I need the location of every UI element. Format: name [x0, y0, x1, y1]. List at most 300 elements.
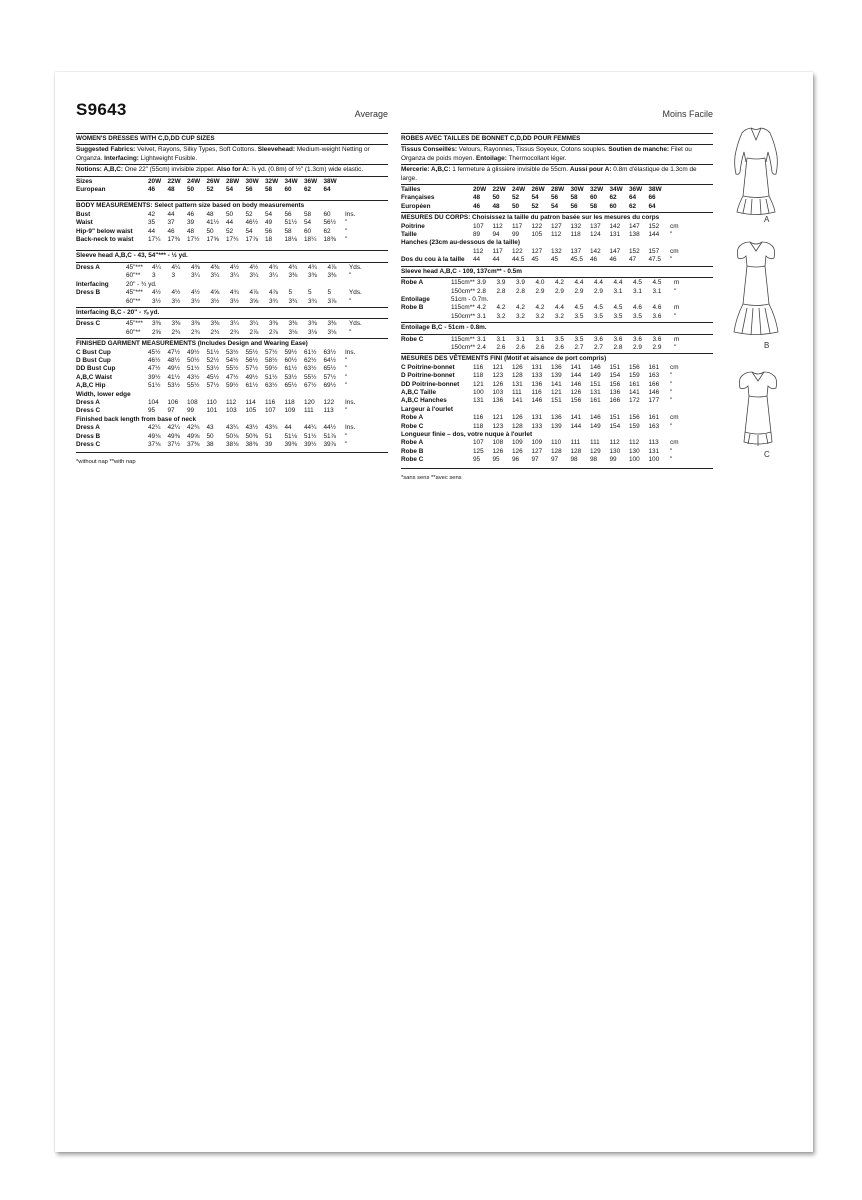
table-cell: 4⅜ — [210, 263, 220, 271]
unit-label: " — [670, 397, 673, 405]
row-label: Dress C — [76, 407, 101, 415]
table-cell: 3.9 — [477, 279, 486, 287]
table-cell: 58 — [570, 194, 578, 202]
row-label: DD Poitrine-bonnet — [401, 380, 460, 388]
table-cell: 161 — [629, 380, 640, 388]
table-cell: 45½ — [148, 348, 161, 356]
table-cell: 17⅝ — [206, 236, 219, 244]
table-cell: 112 — [629, 439, 640, 447]
table-cell: 4¼ — [171, 263, 181, 271]
table-cell: 58 — [304, 210, 312, 218]
row-label: Width, lower edge — [76, 390, 131, 398]
table-row — [401, 279, 713, 287]
row-label: Largeur à l'ourlet — [401, 405, 453, 413]
table-cell: 38W — [323, 177, 337, 185]
table-cell: 39½ — [148, 373, 161, 381]
table-cell: 22W — [167, 177, 181, 185]
table-cell: 161 — [590, 397, 601, 405]
row-label: Longueur finie – dos, votre nuque à l'ourlet — [401, 431, 533, 438]
table-row — [76, 382, 388, 390]
table-cell: 161 — [648, 363, 660, 371]
table-cell: 4.5 — [574, 304, 584, 312]
table-cell: 60 — [609, 202, 617, 210]
french-dress-c-yardage-table — [401, 336, 713, 353]
table-cell: 49⅛ — [148, 432, 161, 440]
table-cell: 3⅜ — [327, 272, 337, 280]
fabric-width: 45"*** — [126, 263, 143, 271]
table-cell: 2.8 — [477, 287, 486, 295]
table-cell: 17¼ — [148, 236, 161, 244]
unit-label: " — [345, 356, 348, 364]
table-cell: 4.2 — [496, 304, 506, 312]
table-cell: 64 — [629, 194, 637, 202]
table-cell: 137 — [570, 247, 582, 255]
table-cell: 3½ — [210, 297, 220, 305]
table-cell: 58 — [265, 186, 273, 194]
french-interfacing-bc-note: Entoilage B,C - 51cm - 0.8m. — [401, 324, 487, 332]
table-row — [76, 407, 388, 415]
table-cell: 121 — [473, 380, 484, 388]
table-cell: 44 — [473, 256, 481, 264]
row-label: Françaises — [401, 194, 435, 202]
table-cell: 4¼ — [152, 263, 161, 271]
table-cell: 126 — [492, 380, 504, 388]
table-cell: 50 — [187, 186, 195, 194]
table-row — [401, 239, 713, 247]
table-cell: 3.1 — [535, 335, 545, 343]
table-cell: 123 — [492, 422, 504, 430]
table-cell: 136 — [551, 414, 562, 422]
table-cell: 159 — [629, 422, 640, 430]
table-cell: 105 — [531, 231, 543, 239]
table-cell: 144 — [570, 372, 582, 380]
table-cell: 4.5 — [613, 304, 623, 312]
table-cell: 66 — [648, 194, 656, 202]
table-cell: 4.6 — [633, 304, 642, 312]
table-cell: 39⅜ — [284, 441, 297, 448]
table-cell: 122 — [323, 398, 335, 406]
table-cell: 34W — [609, 186, 623, 194]
table-cell: 154 — [609, 422, 621, 430]
table-cell: 57½ — [323, 373, 336, 381]
table-cell: 41½ — [206, 219, 219, 227]
table-cell: 57½ — [245, 365, 258, 373]
table-cell: 58½ — [265, 356, 278, 364]
table-row — [76, 289, 388, 297]
view-a-label: A — [764, 215, 770, 224]
table-cell: 4.6 — [652, 304, 662, 312]
table-cell: 156 — [629, 363, 640, 371]
table-cell: 136 — [531, 380, 543, 388]
table-cell: 2.9 — [535, 287, 545, 295]
table-cell: 126 — [512, 447, 523, 455]
table-cell: 131 — [648, 447, 660, 455]
table-cell: 46 — [609, 256, 617, 264]
french-sizes-table — [401, 186, 713, 211]
table-cell: 4½ — [171, 289, 181, 297]
table-cell: 59½ — [265, 365, 278, 373]
table-cell: 146 — [531, 397, 543, 405]
table-cell: 97 — [167, 407, 175, 415]
table-cell: 64 — [323, 186, 331, 194]
table-cell: 98 — [570, 456, 578, 464]
table-cell: 112 — [473, 247, 484, 255]
table-cell: 18⅛ — [284, 236, 297, 244]
table-cell: 3.9 — [496, 279, 506, 287]
table-cell: 107 — [473, 222, 484, 230]
table-cell: 161 — [648, 414, 660, 422]
table-cell: 17⅜ — [167, 236, 180, 244]
unit-label: " — [670, 447, 673, 455]
table-cell: 3.5 — [594, 312, 603, 320]
table-cell: 56 — [551, 194, 559, 202]
table-cell: 60 — [284, 186, 292, 194]
table-cell: 3⅜ — [308, 320, 317, 328]
table-cell: 28W — [226, 177, 240, 185]
table-cell: 3.2 — [496, 312, 506, 320]
table-cell: 98 — [590, 456, 598, 464]
table-cell: 49 — [265, 219, 273, 227]
unit-label: Ins. — [345, 424, 356, 432]
table-cell: 49⅜ — [167, 432, 180, 440]
table-cell: 45 — [551, 256, 559, 264]
table-cell: 45.5 — [570, 256, 583, 264]
table-cell: 37½ — [167, 441, 180, 448]
table-row — [401, 313, 713, 321]
table-cell: 156 — [629, 414, 640, 422]
row-label: Entoilage — [401, 295, 430, 303]
table-row — [401, 372, 713, 380]
table-cell: 38 — [206, 441, 214, 448]
table-cell: 144 — [648, 231, 660, 239]
table-cell: 4⅞ — [249, 289, 259, 297]
table-cell: 46½ — [245, 219, 258, 227]
table-cell: 17⅞ — [245, 236, 258, 244]
row-label: Robe B — [401, 447, 424, 455]
table-cell: 113 — [648, 439, 659, 447]
table-cell: 53½ — [167, 382, 180, 390]
view-c-label: C — [764, 450, 770, 459]
finished-measurements-heading: FINISHED GARMENT MEASUREMENTS (Includes Design and Wearing Ease) — [76, 340, 308, 348]
table-cell: 47 — [629, 256, 637, 264]
table-cell: 48 — [473, 194, 481, 202]
table-cell: 108 — [492, 439, 504, 447]
table-cell: 5 — [327, 289, 332, 297]
table-cell: 107 — [265, 407, 276, 415]
table-cell: 4⅜ — [191, 263, 200, 271]
table-cell: 47½ — [148, 365, 161, 373]
table-cell: 123 — [492, 372, 504, 380]
table-cell: 3⅜ — [171, 320, 181, 328]
table-cell: 54 — [531, 194, 539, 202]
table-cell: 52 — [206, 186, 214, 194]
table-cell: 49½ — [245, 373, 258, 381]
table-cell: 59½ — [284, 348, 297, 356]
table-cell: 121 — [551, 388, 562, 396]
table-cell: 156 — [609, 380, 621, 388]
table-row — [401, 364, 713, 372]
table-cell: 3.6 — [633, 335, 642, 343]
unit-label: Yds. — [349, 289, 362, 297]
table-row — [401, 223, 713, 231]
table-cell: 50 — [206, 227, 214, 235]
table-row — [401, 296, 713, 304]
row-label: Finished back length from base of neck — [76, 415, 197, 423]
row-label — [76, 298, 126, 306]
table-cell: 2¾ — [171, 328, 181, 336]
row-label: D Bust Cup — [76, 356, 111, 364]
table-cell: 111 — [590, 439, 600, 447]
table-cell: 133 — [531, 372, 543, 380]
table-cell: 24W — [187, 177, 201, 185]
table-cell: 97 — [531, 456, 539, 464]
table-cell: 4¾ — [308, 263, 317, 271]
unit-label: Yds. — [349, 320, 362, 328]
table-cell: 3½ — [152, 297, 161, 305]
table-cell: 38⅜ — [245, 441, 258, 448]
table-cell: 113 — [323, 407, 334, 415]
table-cell: 136 — [609, 388, 621, 396]
table-cell: 50 — [492, 194, 500, 202]
table-cell: 4½ — [249, 263, 259, 271]
unit-label: " — [345, 236, 348, 244]
table-cell: 108 — [187, 398, 198, 406]
unit-label: " — [674, 343, 677, 351]
table-cell: 116 — [265, 398, 276, 406]
table-cell: 146 — [590, 414, 601, 422]
table-cell: 46 — [473, 202, 481, 210]
table-cell: 3.5 — [574, 335, 584, 343]
table-cell: 118 — [570, 231, 581, 239]
table-cell: 61½ — [304, 348, 317, 356]
unit-label: " — [674, 312, 677, 320]
table-cell: 166 — [609, 397, 621, 405]
table-cell: 3¾ — [288, 297, 298, 305]
table-cell: 126 — [512, 414, 523, 422]
table-row — [401, 194, 713, 202]
table-row — [76, 272, 388, 280]
table-cell: 142 — [590, 247, 601, 255]
table-cell: 3¼ — [210, 272, 220, 280]
table-row — [76, 298, 388, 306]
table-cell: 3.1 — [613, 287, 623, 295]
pattern-code: S9643 — [76, 100, 127, 119]
table-cell: 26W — [206, 177, 220, 185]
table-cell: 130 — [609, 447, 621, 455]
table-cell: 3½ — [171, 297, 181, 305]
unit-label: cm — [670, 247, 679, 255]
table-row — [76, 329, 388, 337]
table-cell: 3⅝ — [249, 297, 259, 305]
table-cell: 56 — [245, 186, 253, 194]
table-cell: 2.8 — [613, 343, 623, 351]
table-cell: 144 — [570, 422, 582, 430]
row-label: Back-neck to waist — [76, 236, 134, 244]
row-label: Interfacing — [76, 280, 109, 288]
table-cell: 2¾ — [191, 328, 200, 336]
table-cell: 67½ — [304, 382, 317, 390]
table-cell: 43¾ — [265, 424, 278, 432]
table-cell: 69½ — [323, 382, 336, 390]
table-cell: 131 — [609, 231, 621, 239]
table-cell: 56½ — [323, 219, 336, 227]
table-cell: 3½ — [230, 297, 239, 305]
table-cell: 32W — [590, 186, 604, 194]
table-cell: 97 — [551, 456, 559, 464]
table-cell: 3.6 — [652, 335, 662, 343]
table-cell: 48 — [206, 210, 214, 218]
table-cell: 172 — [629, 397, 640, 405]
table-cell: 3.1 — [477, 335, 486, 343]
table-row — [76, 374, 388, 382]
unit-label: " — [349, 328, 352, 336]
table-cell: 50⅜ — [245, 432, 258, 440]
table-cell: 43¼ — [226, 424, 239, 432]
unit-label: " — [345, 365, 348, 373]
table-cell: 30W — [570, 186, 584, 194]
table-cell: 39 — [265, 441, 273, 448]
table-cell: 107 — [473, 439, 484, 447]
english-header — [76, 100, 388, 132]
row-label: A,B,C Waist — [76, 373, 112, 381]
table-cell: 51½ — [265, 373, 278, 381]
table-cell: 3⅜ — [288, 272, 298, 280]
table-cell: 62½ — [304, 356, 317, 364]
table-row — [76, 399, 388, 407]
row-label: Dress C — [76, 441, 101, 448]
table-cell: 138 — [629, 231, 640, 239]
table-cell: 51½ — [304, 432, 317, 440]
table-cell: 103 — [492, 388, 504, 396]
row-label — [401, 248, 473, 256]
table-row — [401, 439, 713, 447]
table-cell: 89 — [473, 231, 481, 239]
table-cell: 114 — [245, 398, 256, 406]
table-cell: 51⅛ — [284, 432, 297, 440]
unit-label: " — [345, 432, 348, 440]
table-cell: 99 — [187, 407, 195, 415]
table-cell: 177 — [648, 397, 660, 405]
table-cell: 118 — [473, 422, 484, 430]
table-cell: 131 — [473, 397, 484, 405]
fabric-width: 60"** — [126, 297, 141, 305]
sleeve-head-note: Sleeve head A,B,C - 43, 54"*** - ½ yd. — [76, 252, 188, 260]
fabric-width: 51cm - 0.7m. — [451, 295, 489, 303]
table-cell: 42¾ — [187, 424, 200, 432]
french-body-measurements-heading: MESURES DU CORPS: Choisissez la taille du patron basée sur les mesures du corps — [401, 214, 660, 222]
table-cell: 64 — [648, 202, 656, 210]
table-cell: 36W — [304, 177, 318, 185]
table-cell: 4⅝ — [210, 289, 220, 297]
table-cell: 48 — [492, 202, 500, 210]
table-cell: 4.2 — [516, 304, 525, 312]
english-footnote: *without nap **with nap — [76, 459, 136, 466]
table-cell: 46 — [590, 256, 598, 264]
table-cell: 141 — [512, 397, 523, 405]
fabric-width: 45"*** — [126, 289, 143, 297]
table-cell: 32W — [265, 177, 279, 185]
table-cell: 45 — [531, 256, 539, 264]
table-cell: 42 — [148, 210, 156, 218]
table-cell: 111 — [304, 407, 314, 415]
table-cell: 3⅛ — [327, 328, 337, 336]
table-row — [76, 219, 388, 227]
table-cell: 109 — [512, 439, 523, 447]
table-cell: 60 — [304, 227, 312, 235]
row-label: C Poitrine-bonnet — [401, 363, 455, 371]
table-cell: 50 — [226, 210, 234, 218]
table-cell: 4.5 — [594, 304, 603, 312]
table-cell: 132 — [570, 222, 582, 230]
row-label: Dress A — [76, 424, 100, 432]
table-cell: 52 — [226, 227, 234, 235]
table-cell: 3⅜ — [269, 320, 278, 328]
table-cell: 104 — [148, 398, 159, 406]
table-cell: 2.6 — [555, 343, 564, 351]
english-column — [76, 100, 388, 467]
unit-label: " — [349, 297, 352, 305]
table-cell: 118 — [284, 398, 295, 406]
table-cell: 111 — [570, 439, 581, 447]
table-cell: 4.4 — [613, 279, 623, 287]
table-row — [76, 441, 388, 449]
table-cell: 2.9 — [633, 343, 642, 351]
table-cell: 60 — [590, 194, 598, 202]
table-cell: 166 — [648, 380, 660, 388]
french-sleeve-head-note: Sleeve head A,B,C - 109, 137cm** - 0.5m — [401, 267, 522, 275]
table-cell: 3.5 — [555, 335, 564, 343]
table-cell: 151 — [609, 363, 621, 371]
table-cell: 39½ — [304, 441, 317, 448]
table-cell: 159 — [629, 372, 640, 380]
table-cell: 37 — [167, 219, 175, 227]
table-cell: 122 — [531, 222, 543, 230]
table-cell: 5 — [308, 289, 312, 297]
table-cell: 5 — [288, 289, 293, 297]
table-cell: 44 — [284, 424, 292, 432]
row-label: DD Bust Cup — [76, 365, 116, 373]
table-cell: 43½ — [245, 424, 258, 432]
unit-label: cm — [670, 222, 679, 230]
fabric-width: 115cm** — [451, 304, 475, 312]
row-label: Hip-9" below waist — [76, 227, 133, 235]
table-cell: 54 — [245, 227, 253, 235]
table-cell: 141 — [629, 388, 640, 396]
table-cell: 3.1 — [496, 335, 506, 343]
table-cell: 2.4 — [477, 343, 486, 351]
row-label: Robe C — [401, 335, 424, 343]
table-cell: 50 — [206, 432, 214, 440]
table-row — [401, 203, 713, 211]
table-cell: 112 — [226, 398, 237, 406]
table-cell: 56 — [284, 210, 292, 218]
table-row — [401, 431, 713, 439]
table-cell: 2.8 — [496, 287, 506, 295]
table-cell: 118 — [473, 372, 484, 380]
table-cell: 99 — [609, 456, 617, 464]
table-cell: 147 — [629, 222, 640, 230]
fabric-width: 60"** — [126, 328, 141, 336]
row-label: Dress A — [76, 398, 100, 406]
row-label: Dress B — [76, 432, 101, 440]
french-fabrics-paragraph: Tissus Conseillés: Velours, Rayonnes, Tissus Soyeux, Cotons souples. Soutien de manche: Filet ou Organza de poids moyen. Entoilage: Thermocollant léger. — [401, 146, 692, 162]
row-label: Robe A — [401, 439, 424, 447]
table-cell: 50⅛ — [226, 432, 239, 440]
table-row — [401, 414, 713, 422]
table-cell: 112 — [551, 231, 562, 239]
table-cell: 44 — [492, 256, 500, 264]
table-row — [401, 248, 713, 256]
